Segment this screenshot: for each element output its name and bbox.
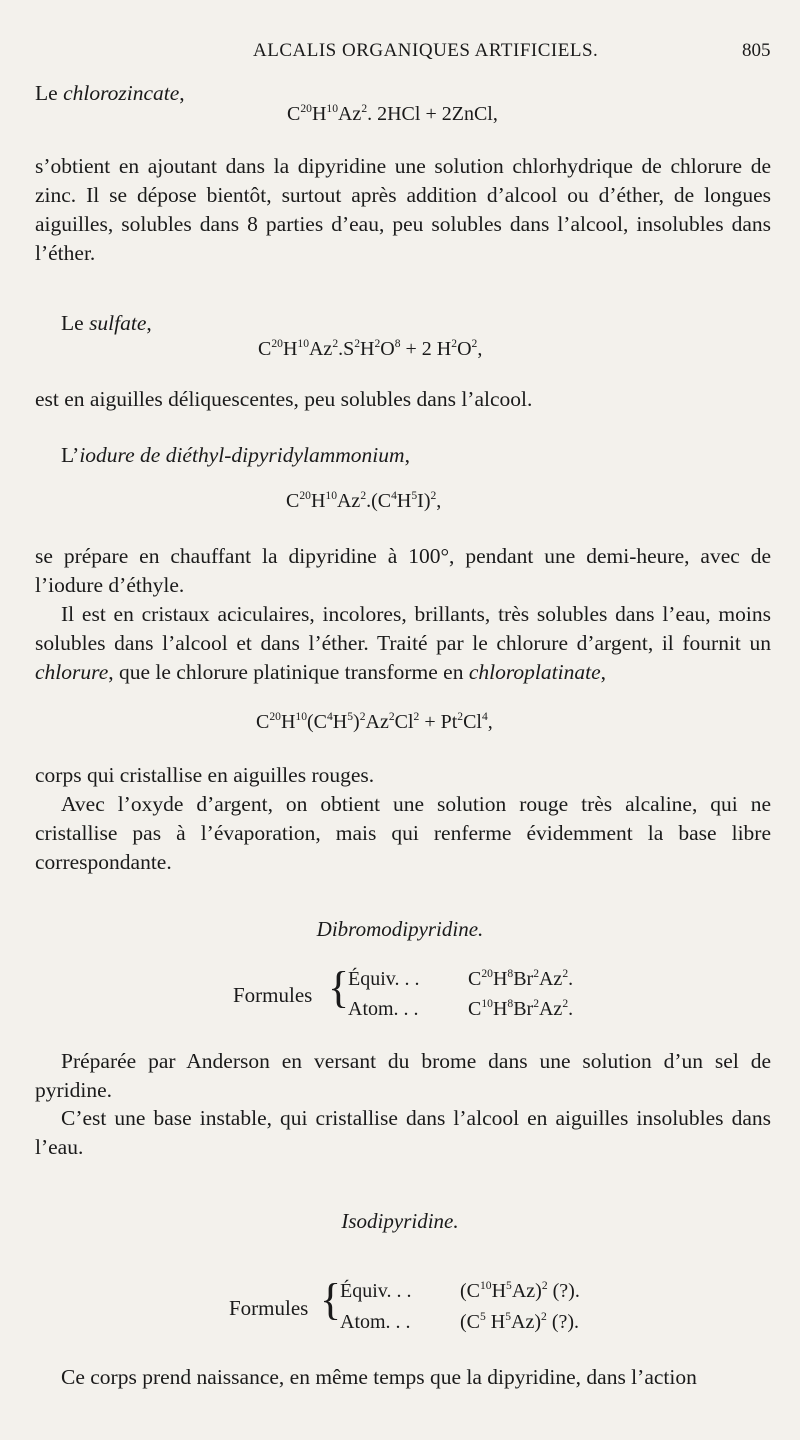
chlorozincate-name: chlorozincate: [63, 81, 180, 105]
iodure-intro: L’iodure de diéthyl-dipyridylammonium,: [61, 443, 410, 467]
formula-superscript: 2: [541, 1278, 548, 1292]
chlorozincate-paragraph: s’obtient en ajoutant dans la dipyridine une solution chlorhydrique de chlorure de zinc. Il se dépose bientôt, surtout après addition d’alcool ou d’éther, de longues aiguilles, solubles dans 8 parties d’eau, peu solubles dans l’alcool, insolubles dans l’éther.: [35, 154, 771, 265]
formula-superscript: 2: [430, 488, 437, 502]
formula-superscript: 10: [481, 996, 493, 1010]
formula-superscript: 2: [541, 1309, 547, 1323]
isodipyridine-formules-label: Formules: [229, 1296, 309, 1320]
sulfate-intro: Le sulfate,: [61, 311, 152, 335]
chlorozincate-formula: $C^{20}H^{10}Az^2$. 2HCl + 2ZnCl,: [287, 101, 498, 125]
formula-superscript: 20: [269, 709, 281, 723]
formula-superscript: 4: [391, 488, 397, 502]
iodure-paragraph-3: corps qui cristallise en aiguilles rouges.: [35, 763, 375, 787]
formula-superscript: 5: [480, 1309, 486, 1323]
dibromodipyridine-title: Dibromodipyridine.: [316, 917, 484, 941]
formula-superscript: 4: [482, 709, 488, 723]
equiv-key: Équiv. . .: [348, 968, 420, 990]
formula-superscript: 20: [300, 101, 312, 115]
formula-superscript: 2: [359, 709, 366, 723]
isodipyridine-equiv-formula: $(C^{10}H^5Az)^2$ (?).: [460, 1278, 580, 1302]
dibromo-paragraph-1: Préparée par Anderson en versant du brome dans une solution d’un sel de pyridine.: [35, 1049, 771, 1102]
formula-superscript: 8: [507, 966, 514, 980]
formula-superscript: 2: [354, 336, 361, 350]
dibromo-formules-label: Formules: [233, 983, 313, 1007]
sulfate-formula: $C^{20}H^{10}Az^2.S^2H^2O^8 + 2$ $H^2O^2$,: [258, 336, 483, 360]
sulfate-paragraph: est en aiguilles déliquescentes, peu solubles dans l’alcool.: [35, 387, 533, 411]
isodipyridine-atom-formula: ($C^5$ $H^5Az)^2$ (?).: [460, 1309, 580, 1333]
formula-superscript: 2: [562, 966, 569, 980]
formula-superscript: 2: [332, 336, 339, 350]
equiv-key: Équiv. . .: [340, 1280, 412, 1302]
isodipyridine-title: Isodipyridine.: [341, 1209, 459, 1233]
formula-superscript: 20: [481, 966, 493, 980]
formula-superscript: 4: [326, 709, 333, 723]
iodure-paragraph-2: Il est en cristaux aciculaires, incolores, brillants, très solubles dans l’eau, moins solubles dans l’alcool et dans l’éther. Traité par le chlorure d’argent, il fournit un chlorure, que le chlorure platinique transforme en chloroplatinate,: [35, 602, 771, 684]
dibromo-atom-formula: $C^{10}H^8Br^2Az^2$.: [468, 996, 574, 1020]
formula-superscript: 10: [295, 709, 307, 723]
formula-superscript: 20: [271, 336, 283, 350]
running-title: ALCALIS ORGANIQUES ARTIFICIELS.: [253, 40, 599, 61]
formula-superscript: 8: [507, 996, 514, 1010]
formula-superscript: 5: [506, 1278, 512, 1292]
page-header: [0, 40, 800, 68]
dibromo-equiv-row: [348, 968, 573, 991]
formula-superscript: 2: [413, 709, 420, 723]
iodure-paragraph-4: Avec l’oxyde d’argent, on obtient une solution rouge très alcaline, qui ne cristallise pas à l’évaporation, mais qui renferme évidemment la base libre correspondante.: [35, 792, 771, 874]
formula-superscript: 8: [394, 336, 401, 350]
dibromo-brace: {: [328, 963, 350, 1012]
atom-key: Atom. . .: [340, 1311, 411, 1333]
iodure-name: iodure de diéthyl-dipyridylammonium: [79, 443, 405, 467]
isodipyridine-paragraph-1: Ce corps prend naissance, en même temps que la dipyridine, dans l’action: [61, 1365, 697, 1389]
formula-superscript: 2: [360, 488, 367, 502]
formula-superscript: 5: [505, 1309, 512, 1323]
dibromo-equiv-formula: $C^{20}H^8Br^2Az^2$.: [468, 966, 574, 990]
formula-superscript: 5: [347, 709, 354, 723]
formula-superscript: 2: [361, 101, 368, 115]
formula-superscript: 20: [299, 488, 311, 502]
formula-superscript: 10: [325, 488, 337, 502]
formula-superscript: 2: [374, 336, 381, 350]
formula-superscript: 2: [457, 709, 464, 723]
isodipyridine-atom-row: [340, 1311, 579, 1334]
chlorure-term: chlorure: [35, 660, 109, 684]
formula-superscript: 10: [480, 1278, 492, 1292]
isodipyridine-equiv-row: [340, 1280, 580, 1303]
formula-superscript: 2: [533, 996, 539, 1010]
page-number: 805: [742, 40, 771, 61]
formula-superscript: 2: [388, 709, 395, 723]
atom-key: Atom. . .: [348, 998, 419, 1020]
formula-superscript: 2: [451, 336, 458, 350]
dibromo-paragraph-2: C’est une base instable, qui cristallise dans l’alcool en aiguilles insolubles dans l’eau.: [35, 1106, 771, 1159]
isodipyridine-brace: {: [320, 1275, 342, 1324]
iodure-formula: $C^{20}H^{10}Az^2.(C^4H^5I)^2$,: [286, 488, 442, 512]
formula-superscript: 2: [471, 336, 478, 350]
formula-superscript: 5: [411, 488, 418, 502]
chloroplatinate-formula: $C^{20}H^{10}(C^4H^5)^2Az^2Cl^2 + Pt^2Cl^4$,: [256, 709, 493, 733]
dibromo-atom-row: [348, 998, 573, 1021]
chloroplatinate-term: chloroplatinate: [468, 660, 601, 684]
formula-superscript: 10: [297, 336, 309, 350]
formula-superscript: 2: [533, 966, 539, 980]
sulfate-name: sulfate: [89, 311, 147, 335]
formula-superscript: 10: [326, 101, 338, 115]
chlorozincate-intro: Le chlorozincate,: [35, 81, 185, 105]
iodure-paragraph-1: se prépare en chauffant la dipyridine à 100°, pendant une demi-heure, avec de l’iodure d’éthyle.: [35, 544, 771, 597]
formula-superscript: 2: [562, 996, 569, 1010]
